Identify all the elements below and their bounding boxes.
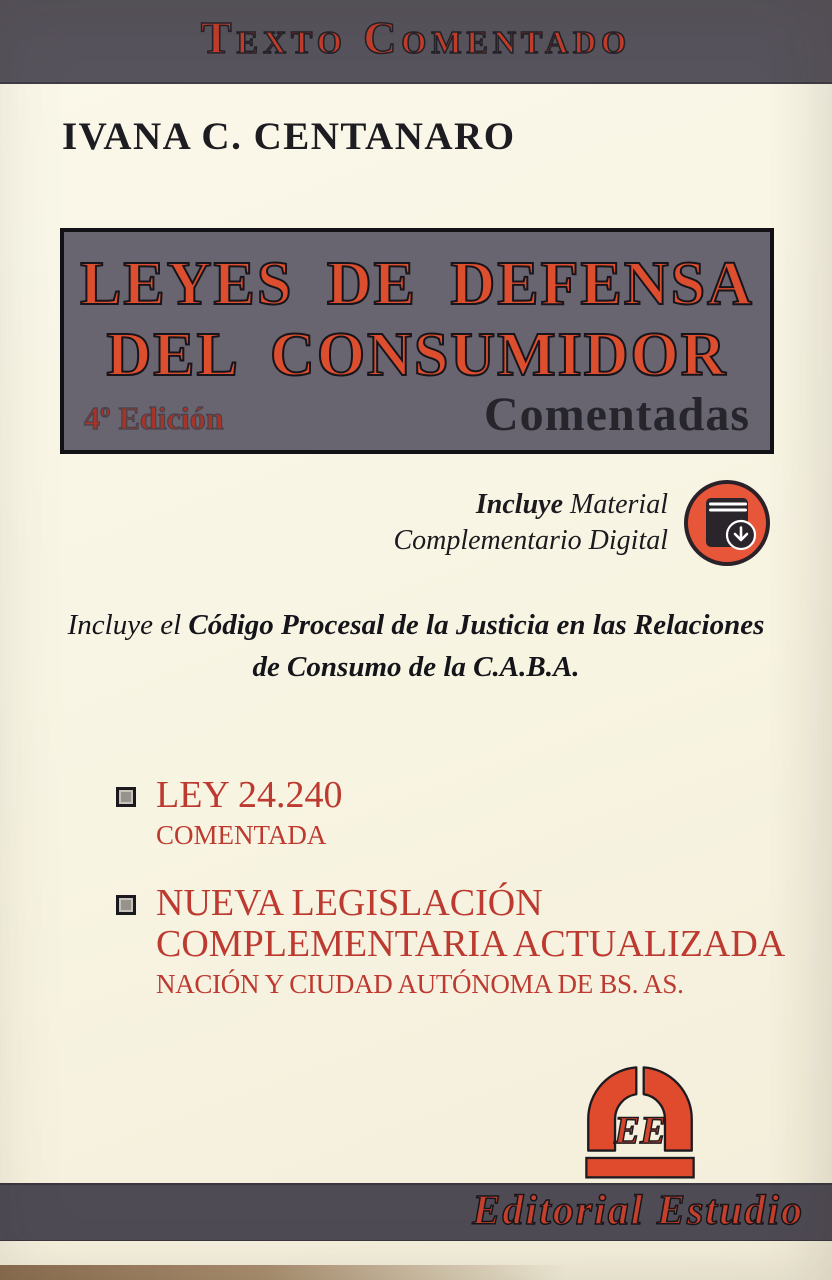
editorial-estudio-logo-icon [574, 1060, 706, 1182]
digital-material-line-2: Complementario Digital [393, 525, 668, 556]
bullet-title-line-1: NUEVA LEGISLACIÓN [156, 881, 543, 924]
edition-label: 4º Edición [84, 400, 224, 436]
note-line-1-bold: Código Procesal de la Justicia en las Relaciones [188, 609, 765, 641]
procedural-code-note [0, 604, 832, 688]
list-item-nueva-legislacion [116, 883, 785, 1002]
logo-ee-text: EE [614, 1109, 666, 1153]
digital-material-text [393, 487, 668, 560]
list-item-text [156, 883, 785, 1002]
photo-table-edge [0, 1265, 832, 1280]
top-banner-label: Texto Comentado [200, 12, 632, 63]
book-title-line-1: LEYES DE DEFENSA [80, 250, 754, 318]
book-title-line-2: DEL CONSUMIDOR [106, 321, 728, 389]
digital-material-line-1-bold: Incluye [475, 488, 563, 520]
highlights-list [116, 775, 785, 1032]
top-banner [0, 0, 832, 84]
book-download-icon [682, 478, 772, 568]
bullet-subtitle: NACIÓN Y CIUDAD AUTÓNOMA DE BS. AS. [156, 968, 684, 999]
bullet-title: LEY 24.240 [156, 774, 343, 816]
note-line-1-regular: Incluye el [67, 609, 189, 641]
digital-material-note [393, 478, 772, 568]
bullet-square-icon [116, 787, 136, 807]
list-item-ley-24240 [116, 775, 785, 853]
bottom-banner [0, 1183, 832, 1241]
subtitle-comentadas: Comentadas [483, 388, 750, 441]
bullet-title-line-2: COMPLEMENTARIA ACTUALIZADA [156, 922, 786, 965]
bullet-square-icon [116, 895, 136, 915]
note-line-1 [0, 604, 832, 646]
note-line-2 [0, 646, 832, 688]
author-name: IVANA C. CENTANARO [62, 115, 516, 158]
digital-material-line-1-rest: Material [563, 488, 668, 520]
bullet-subtitle: COMENTADA [156, 820, 327, 851]
list-item-text [156, 775, 342, 853]
note-line-2-bold: de Consumo de la C.A.B.A. [252, 651, 580, 684]
digital-material-line-1 [393, 487, 668, 523]
publisher-name: Editorial Estudio [472, 1188, 804, 1234]
title-box [60, 228, 774, 454]
